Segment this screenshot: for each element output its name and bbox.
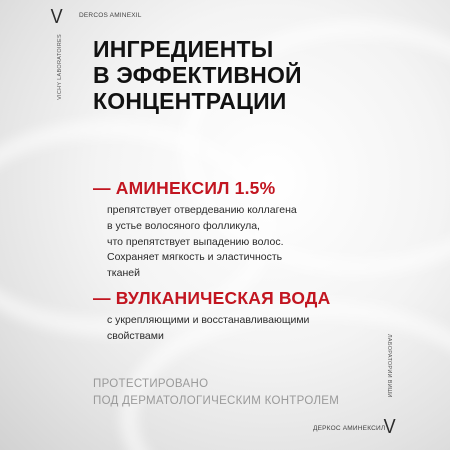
description-line: препятствует отвердеванию коллагена — [107, 204, 297, 216]
product-line-bottom: ДЕРКОС АМИНЕКСИЛ — [313, 425, 386, 432]
ingredient-heading: — АМИНЕКСИЛ 1.5% — [93, 178, 276, 198]
title-line: В ЭФФЕКТИВНОЙ — [93, 62, 302, 88]
description-line: с укрепляющими и восстанавливающими — [107, 314, 310, 326]
description-line: Сохраняет мягкость и эластичность — [107, 251, 283, 264]
description-line: что препятствует выпадению волос. — [107, 235, 284, 248]
side-label-left: VICHY LABORATOIRES — [57, 34, 63, 100]
vichy-logo-top: V — [50, 6, 63, 28]
ingredient-description — [107, 203, 413, 282]
dermatology-tested-note — [93, 376, 339, 410]
title-line: ИНГРЕДИЕНТЫ — [93, 36, 274, 62]
tested-line: ПОД ДЕРМАТОЛОГИЧЕСКИМ КОНТРОЛЕМ — [93, 395, 340, 407]
ingredient-description — [107, 313, 413, 345]
title-line: КОНЦЕНТРАЦИИ — [93, 88, 287, 114]
description-line: свойствами — [107, 329, 164, 342]
description-line: тканей — [107, 267, 140, 280]
ingredient-volcanic-water — [93, 288, 413, 345]
ingredient-aminexil — [93, 178, 413, 282]
description-line: в устье волосяного фолликула, — [107, 219, 260, 232]
ingredient-heading: — ВУЛКАНИЧЕСКАЯ ВОДА — [93, 288, 331, 308]
tested-line: ПРОТЕСТИРОВАНО — [93, 378, 209, 390]
product-line-top: DERCOS AMINEXIL — [79, 12, 142, 19]
side-label-right: ЛАБОРАТОРИИ ВИШИ — [386, 334, 392, 398]
page-title — [93, 36, 423, 114]
vichy-logo-bottom: V — [383, 416, 396, 438]
